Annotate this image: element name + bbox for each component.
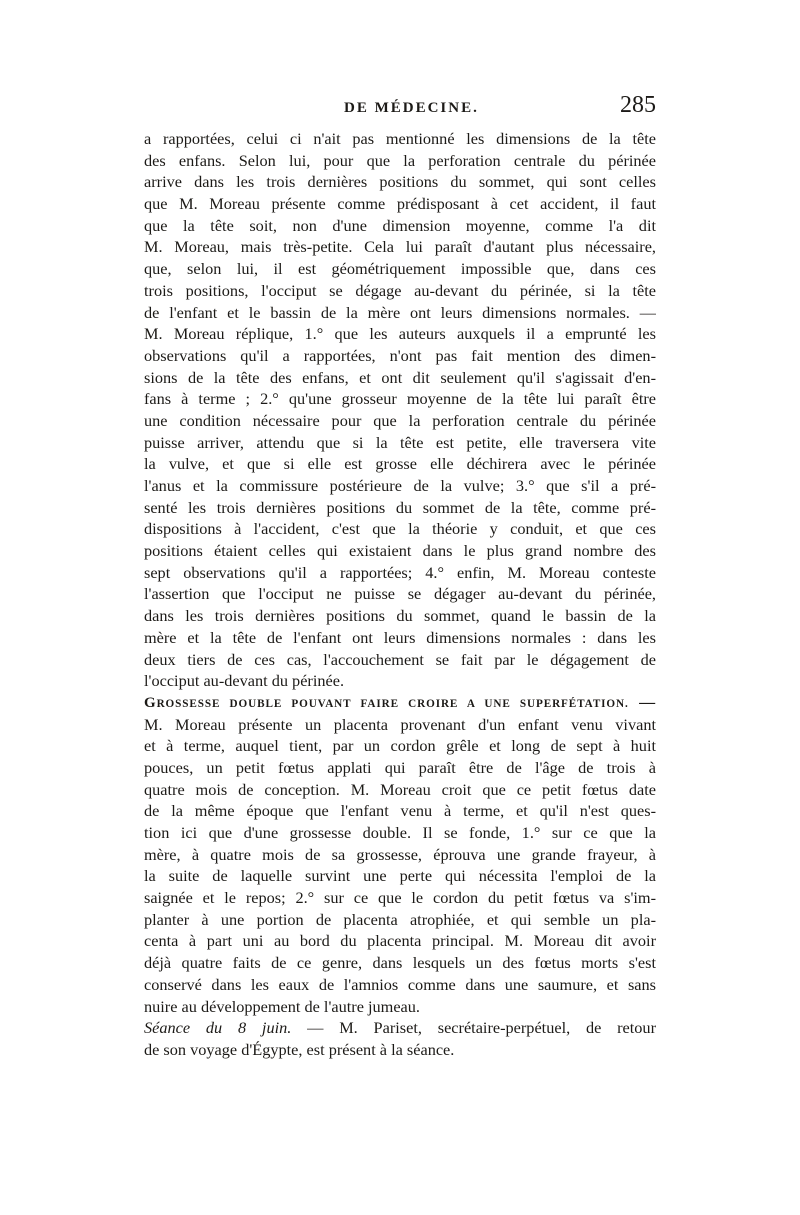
text-line: nuire au développement de l'autre jumeau. [144, 996, 420, 1016]
heading-initial: G [144, 694, 157, 711]
text-line: de l'enfant et le bassin de la mère ont leurs dimensions normales. — [144, 302, 656, 322]
text-line: quatre mois de conception. M. Moreau croit que ce petit fœtus date [144, 779, 656, 799]
paragraph-perinee [144, 128, 656, 692]
body-text [144, 128, 656, 1061]
text-line: mère et la tête de l'enfant ont leurs dimensions normales : dans les [144, 627, 656, 647]
text-line: conservé dans les eaux de l'amnios comme dans une saumure, et sans [144, 974, 656, 994]
text-line: M. Moreau, mais très-petite. Cela lui paraît d'autant plus nécessaire, [144, 237, 656, 257]
text-line: dans les trois dernières positions du sommet, quand le bassin de la [144, 606, 656, 626]
seance-text: — M. Pariset, secrétaire-perpétuel, de retour [291, 1018, 656, 1038]
text-line: saignée et le repos; 2.° sur ce que le cordon du petit fœtus va s'im- [144, 888, 656, 908]
paragraph-seance [144, 1017, 656, 1060]
heading-text: ROSSESSE DOUBLE POUVANT FAIRE CROIRE A UNE SUPERFÉTATION. [156, 697, 629, 710]
text-line: observations qu'il a rapportées, n'ont pas fait mention des dimen- [144, 345, 656, 365]
running-title: DE MÉDECINE. [344, 100, 479, 116]
text-line: a rapportées, celui ci n'ait pas mentionné les dimensions de la tête [144, 129, 656, 148]
text-line: que M. Moreau présente comme prédisposant à cet accident, il faut [144, 194, 656, 214]
text-line: l'occiput au-devant du périnée. [144, 671, 345, 691]
page-header [144, 92, 656, 128]
text-line: sept observations qu'il a rapportées; 4.° enfin, M. Moreau conteste [144, 562, 656, 582]
text-line: fans à terme ; 2.° qu'une grosseur moyenne de la tête lui paraît être [144, 389, 656, 409]
text-line: l'anus et la commissure postérieure de la vulve; 3.° que s'il a pré- [144, 476, 656, 495]
text-line: tion ici que d'une grossesse double. Il se fonde, 1.° sur ce que la [144, 823, 656, 842]
text-line: M. Moreau présente un placenta provenant d'un enfant venu vivant [144, 714, 656, 734]
text-line: arrive dans les trois dernières positions du sommet, qui sont celles [144, 172, 656, 192]
section-heading [144, 692, 656, 714]
text-line: M. Moreau réplique, 1.° que les auteurs auxquels il a emprunté les [144, 324, 656, 344]
text-line: déjà quatre faits de ce genre, dans lesquels un des fœtus morts s'est [144, 953, 656, 973]
seance-date: Séance du 8 juin. [144, 1018, 292, 1038]
text-line: positions étaient celles qui existaient dans le plus grand nombre des [144, 541, 656, 561]
text-line: planter à une portion de placenta atrophiée, et qui semble un pla- [144, 909, 656, 929]
text-line: que la tête soit, non d'une dimension moyenne, comme l'a dit [144, 215, 656, 235]
text-line: de la même époque que l'enfant venu à terme, et qu'il n'est ques- [144, 801, 656, 821]
text-line: l'assertion que l'occiput ne puisse se dégager au-devant du périnée, [144, 584, 656, 604]
text-line: deux tiers de ces cas, l'accouchement se fait par le dégagement de [144, 649, 656, 669]
text-line: la vulve, et que si elle est grosse elle déchirera avec le périnée [144, 454, 656, 474]
heading-dash: — [628, 693, 656, 711]
text-line: senté les trois dernières positions du sommet de la tête, comme pré- [144, 497, 656, 517]
text-line [144, 1017, 656, 1039]
text-line: pouces, un petit fœtus applati qui paraît être de l'âge de trois à [144, 757, 656, 777]
text-line: la suite de laquelle survint une perte qui nécessita l'emploi de la [144, 866, 656, 886]
text-line: trois positions, l'occiput se dégage au-devant du périnée, si la tête [144, 280, 656, 300]
text-line: sions de la tête des enfans, et ont dit seulement qu'il s'agissait d'en- [144, 367, 656, 387]
paragraph-grossesse [144, 714, 656, 1018]
text-line: une condition nécessaire pour que la perforation centrale du périnée [144, 410, 656, 430]
text-line: de son voyage d'Égypte, est présent à la séance. [144, 1039, 455, 1059]
text-line: puisse arriver, attendu que si la tête est petite, elle traversera vite [144, 432, 656, 452]
text-line: dispositions à l'accident, c'est que la théorie y conduit, et que ces [144, 519, 656, 539]
text-line: mère, à quatre mois de sa grossesse, éprouva une grande frayeur, à [144, 844, 656, 864]
page-number: 285 [620, 92, 656, 118]
text-line: centa à part uni au bord du placenta principal. M. Moreau dit avoir [144, 931, 656, 951]
text-line: que, selon lui, il est géométriquement impossible que, dans ces [144, 259, 656, 279]
text-line: et à terme, auquel tient, par un cordon grêle et long de sept à huit [144, 736, 656, 756]
text-line: des enfans. Selon lui, pour que la perforation centrale du périnée [144, 150, 656, 170]
